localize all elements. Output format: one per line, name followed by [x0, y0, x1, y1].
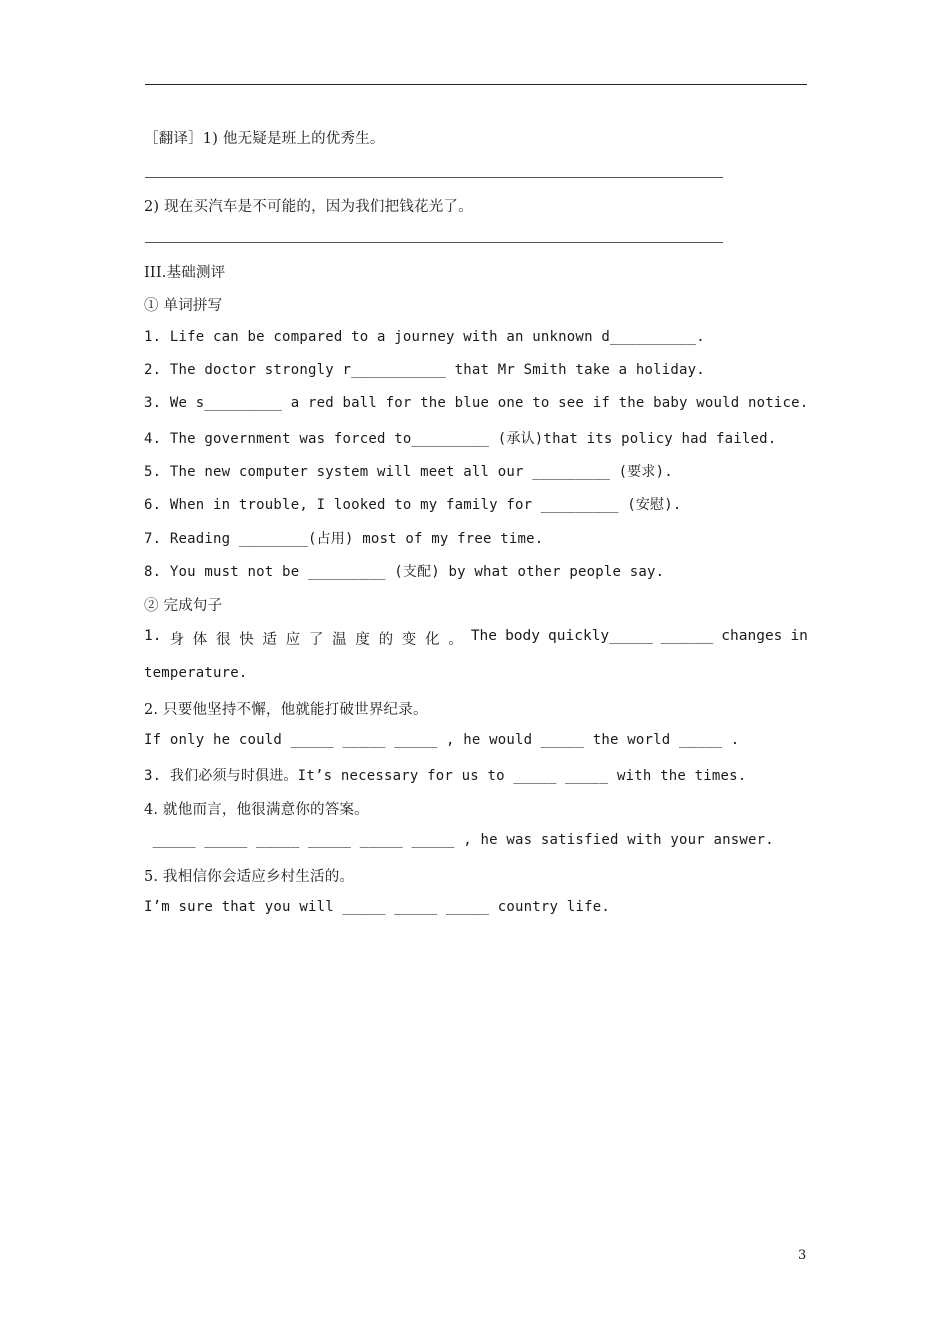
complete-item-4-chinese: 4. 就他而言，他很满意你的答案。 — [144, 802, 369, 818]
spelling-item-6: 6. When in trouble, I looked to my family for _________ (安慰). — [144, 497, 682, 513]
spelling-item-1: 1. Life can be compared to a journey with an unknown d__________. — [144, 329, 705, 345]
q1-part: body — [505, 628, 540, 644]
header-rule — [145, 84, 807, 85]
complete-item-2-english: If only he could _____ _____ _____ , he would _____ the world _____ . — [144, 732, 740, 748]
spelling-item-3: 3. We s_________ a red ball for the blue one to see if the baby would notice. — [144, 395, 809, 411]
page-number: 3 — [798, 1248, 807, 1263]
spelling-item-8: 8. You must not be _________ (支配) by what other people say. — [144, 564, 665, 580]
complete-title: ② 完成句子 — [144, 598, 223, 614]
spelling-title: ① 单词拼写 — [144, 298, 223, 314]
q1-part: The — [470, 628, 498, 644]
answer-line-1 — [145, 177, 723, 178]
translation-item-2: 2) 现在买汽车是不可能的，因为我们把钱花光了。 — [144, 199, 473, 215]
complete-item-4-english: _____ _____ _____ _____ _____ _____ , he was satisfied with your answer. — [144, 832, 774, 848]
q1-part: 1. — [144, 628, 162, 644]
complete-item-1 — [144, 628, 808, 649]
spelling-item-2: 2. The doctor strongly r___________ that Mr Smith take a holiday. — [144, 362, 705, 378]
complete-item-1-continued: temperature. — [144, 665, 248, 681]
complete-item-3: 3. 我们必须与时俱进。It’s necessary for us to _____ _____ with the times. — [144, 768, 747, 784]
q1-part: 身 体 很 快 适 应 了 温 度 的 变 化 。 — [169, 632, 463, 648]
complete-item-2-chinese: 2. 只要他坚持不懈，他就能打破世界纪录。 — [144, 702, 428, 718]
translation-header: ［翻译］1) 他无疑是班上的优秀生。 — [144, 131, 385, 147]
q1-part: quickly_____ — [548, 628, 653, 644]
complete-item-5-english: I’m sure that you will _____ _____ _____ country life. — [144, 899, 610, 915]
spelling-item-4: 4. The government was forced to_________ (承认)that its policy had failed. — [144, 431, 777, 447]
answer-line-2 — [145, 242, 723, 243]
complete-item-5-chinese: 5. 我相信你会适应乡村生活的。 — [144, 869, 355, 885]
section-title: III.基础测评 — [144, 265, 226, 281]
q1-part: changes — [721, 628, 783, 644]
q1-part: ______ — [660, 628, 714, 644]
spelling-item-5: 5. The new computer system will meet all our _________ (要求). — [144, 464, 673, 480]
q1-part: in — [790, 628, 808, 644]
spelling-item-7: 7. Reading ________(占用) most of my free time. — [144, 531, 544, 547]
